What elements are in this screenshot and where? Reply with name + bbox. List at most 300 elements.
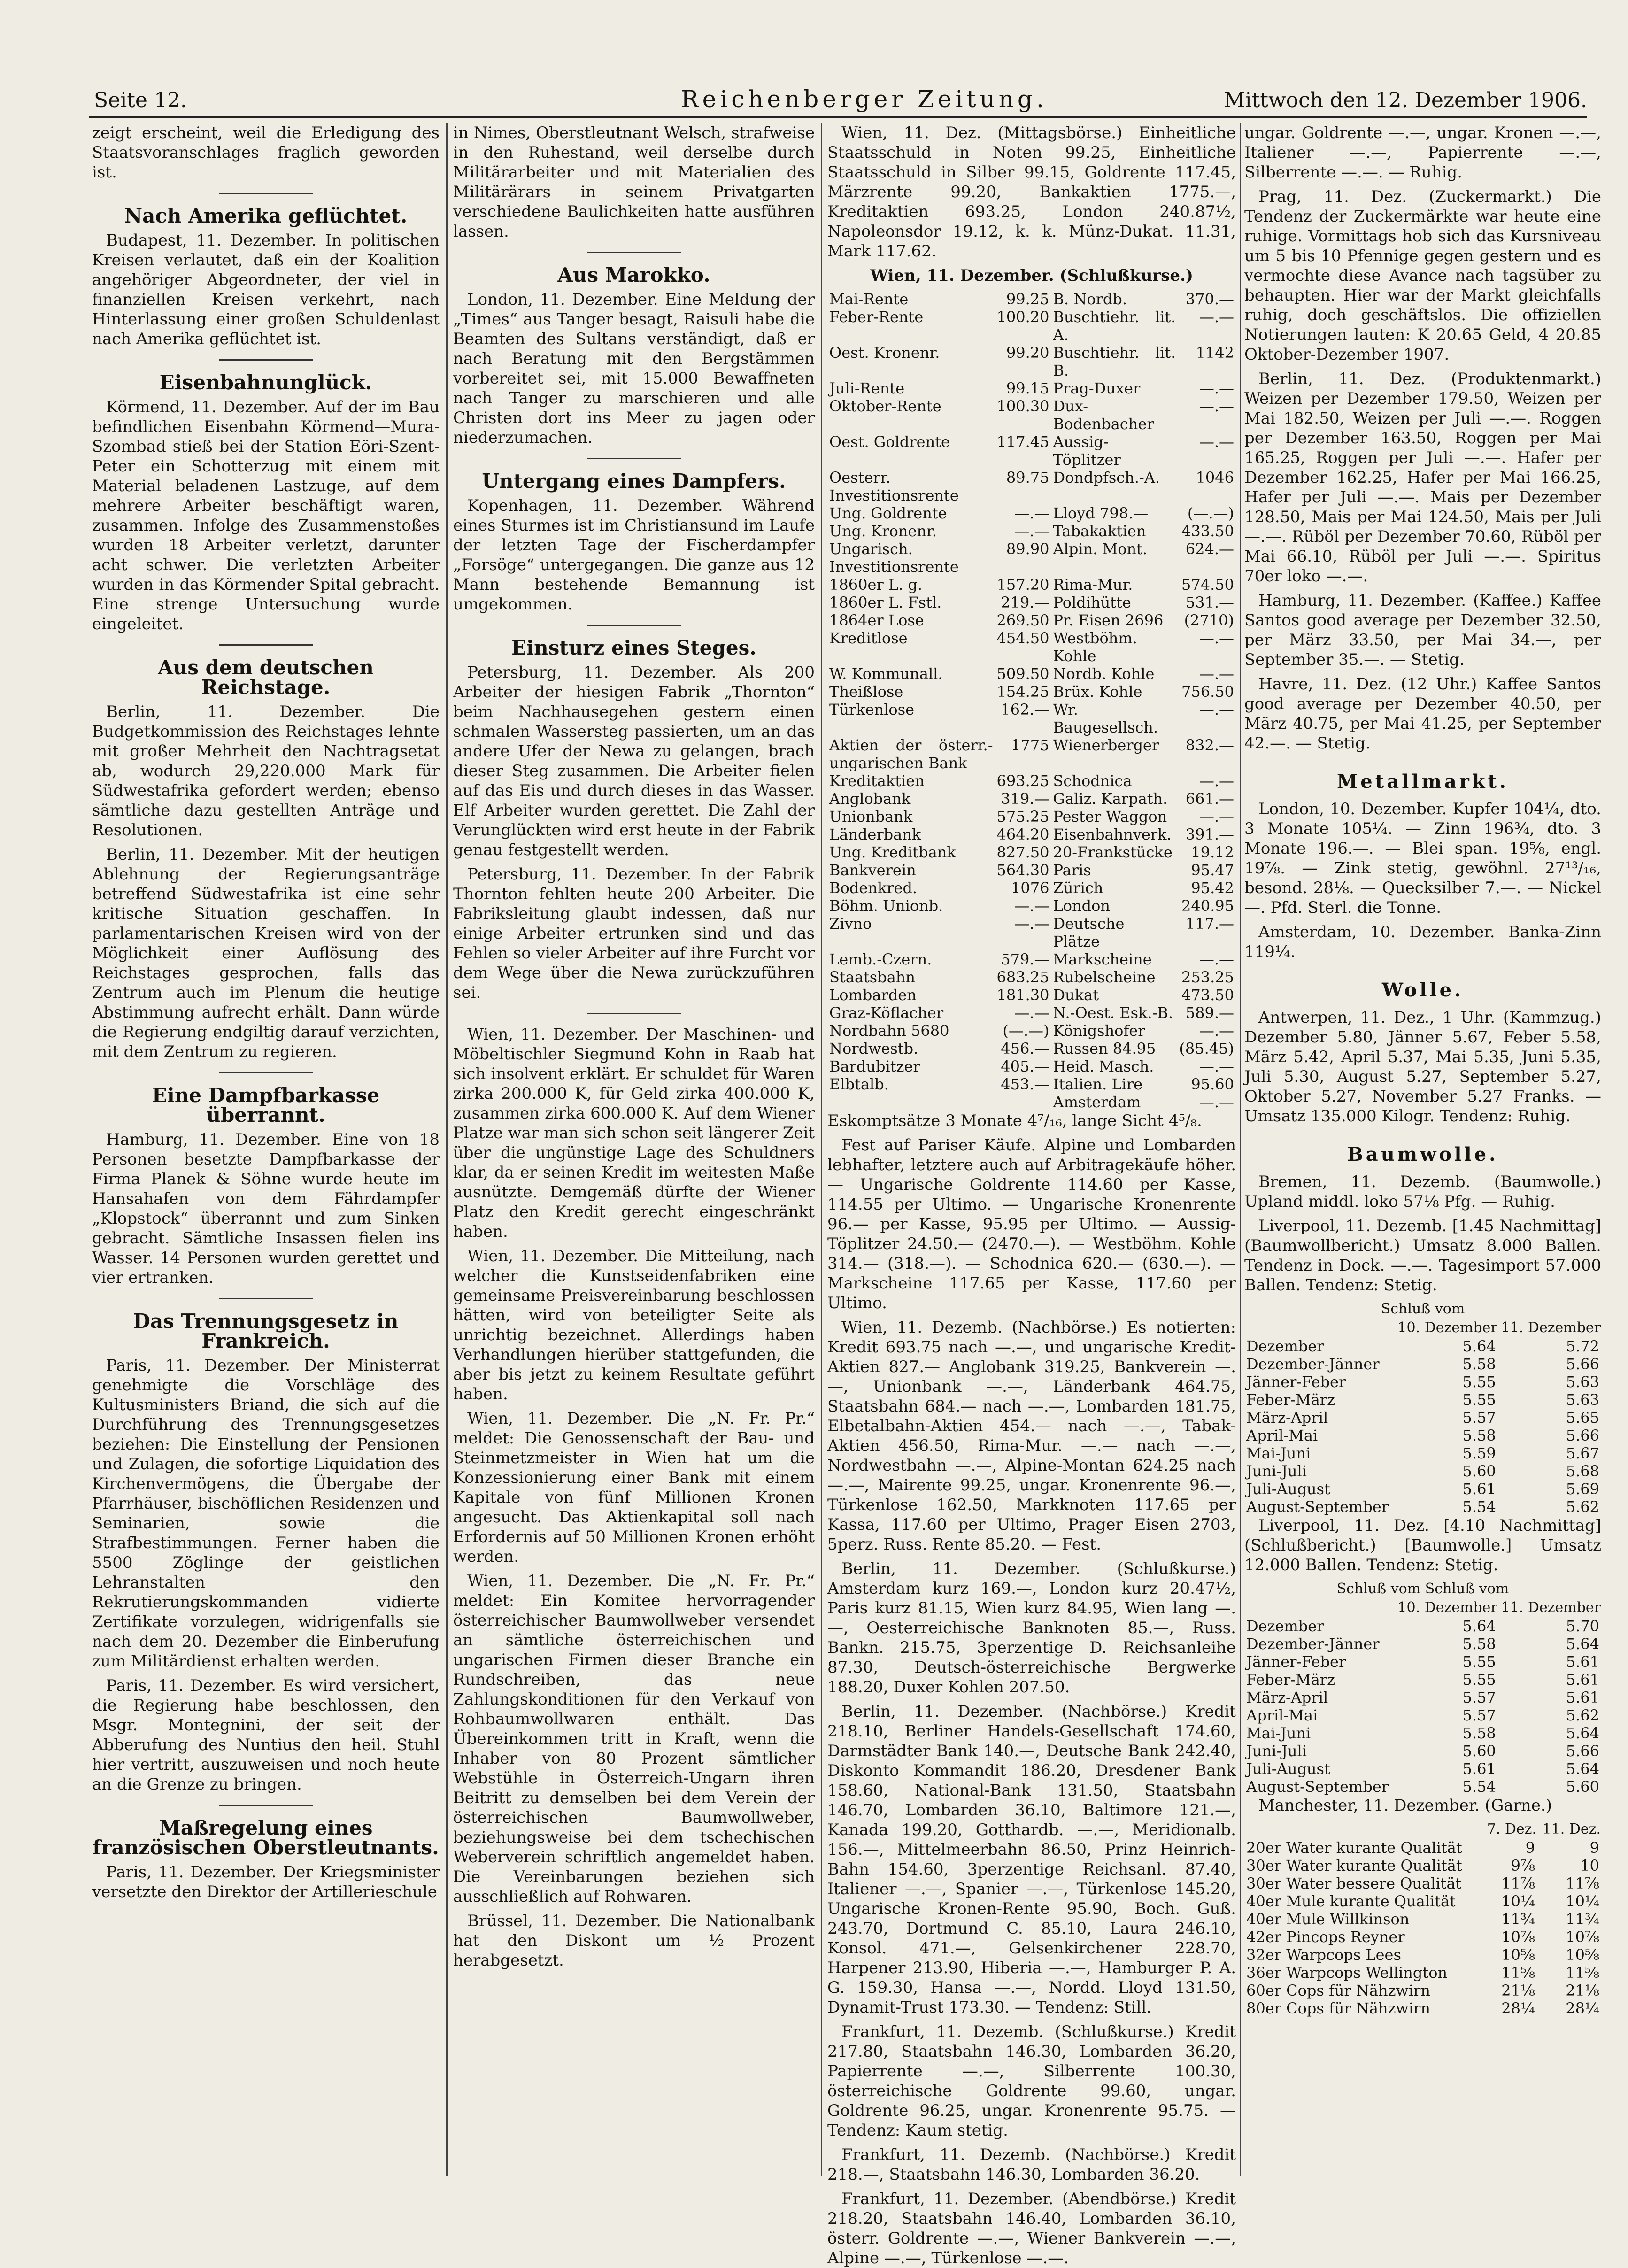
table-cell: —.— — [1014, 915, 1049, 933]
table-row — [1244, 1875, 1601, 1892]
column-2 — [453, 123, 815, 2171]
table-row — [827, 701, 1236, 736]
table-cell: Rima-Mur. — [1053, 576, 1133, 594]
table-cell: Heid. Masch. — [1053, 1057, 1154, 1075]
article-headline: Nach Amerika geflüchtet. — [124, 204, 408, 227]
table-cell: Dukat — [1053, 986, 1099, 1004]
table-cell: 9 — [1525, 1839, 1535, 1857]
table-cell: 5.58 — [1462, 1427, 1496, 1444]
article-text: Paris, 11. Dezember. Es wird versichert, die Regierung habe beschlossen, den Msgr. Montegnini, der seit der Abberufung des Nuntius den heil. Stuhl hier vertritt, auszuweisen und noch heute an die Grenze zu bringen. — [92, 1676, 440, 1794]
table-cell: Zürich — [1053, 879, 1103, 897]
table-row — [827, 379, 1236, 397]
table-row — [827, 1040, 1236, 1057]
table-cell: 5.58 — [1462, 1724, 1496, 1742]
table-cell: 100.30 — [996, 397, 1049, 415]
table-row — [1244, 1635, 1601, 1653]
table-row — [1244, 1653, 1601, 1671]
page-number: Seite 12. — [94, 88, 187, 112]
table-cell: Oest. Goldrente — [829, 433, 950, 451]
table-cell: 89.75 — [1006, 469, 1049, 486]
article-text: Wien, 11. Dezember. Der Maschinen- und Möbeltischler Siegmund Kohn in Raab hat sich insolvent erklärt. Er schuldet für Waren zirka 200.000 K, für Geld zirka 400.000 K, zusammen zirka 600.000 K. Auf dem Wiener Platze war man sich schon seit längerer Zeit über die ungünstige Lage des Schuldners klar, da er seinen Kredit im weitesten Maße ausnützte. Demgemäß dürfte der Wiener Platz den Kredit gerecht eingeschränkt haben. — [453, 1025, 815, 1241]
table-row — [827, 950, 1236, 968]
table-cell: Dezember — [1246, 1617, 1324, 1635]
table-row — [827, 736, 1236, 772]
table-row — [827, 397, 1236, 433]
market-report: Hamburg, 11. Dezember. (Kaffee.) Kaffee Santos good average per Dezember 32.50, per März 33.50, per Mai 34.—, per September 35.—. — Stetig. — [1244, 591, 1601, 669]
table-row — [827, 879, 1236, 897]
table-cell: Lombarden — [829, 986, 917, 1004]
table-cell: Nordwestb. — [829, 1040, 918, 1057]
table-cell: 11⅝ — [1501, 1964, 1535, 1982]
manchester-table — [1244, 1820, 1601, 2017]
column-4 — [1244, 123, 1601, 2171]
column-header: 10. Dezember — [1397, 1319, 1497, 1336]
table-cell: 5.66 — [1566, 1355, 1599, 1373]
table-row — [1244, 1760, 1601, 1778]
market-report: Frankfurt, 11. Dezemb. (Schlußkurse.) Kredit 217.80, Staatsbahn 146.30, Lombarden 36.20, Papierrente —.—, Silberrente 100.30, österreichische Goldrente 99.60, ungar. Goldrente 96.25, ungar. Kronenrente 95.75. — Tendenz: Kaum stetig. — [827, 2022, 1236, 2140]
table-cell: 5.64 — [1462, 1617, 1496, 1635]
table-cell: (2710) — [1184, 611, 1234, 629]
table-row — [827, 1075, 1236, 1093]
separator — [219, 359, 313, 361]
article-text: Petersburg, 11. Dezember. In der Fabrik Thornton fehlten heute 200 Arbeiter. Die Fabriksleitung glaubt indessen, daß nur einige Arbeiter ertrunken sind und das Fehlen so vieler Arbeiter auf ihre Furcht vor dem Wege über die Newa zurückzuführen sei. — [453, 865, 815, 1002]
table-cell: Bardubitzer — [829, 1057, 920, 1075]
table-cell: Wienerberger — [1053, 736, 1159, 754]
table-row — [827, 540, 1236, 576]
table-cell: 5.54 — [1462, 1778, 1496, 1796]
table-cell: 1076 — [1011, 879, 1049, 897]
article-text: Berlin, 11. Dezember. Mit der heutigen Ablehnung der Regierungsanträge betreffend Südwestafrika ist eine sehr kritische Situation geschaffen. In parlamentarischen Kreisen wird von der Möglichkeit einer Auflösung des Reichstages gesprochen, falls das Zentrum auch im Plenum die heutige Abstimmung aufrecht erhält. Dann würde die Regierung endgiltig darauf verzichten, mit dem Zentrum zu regieren. — [92, 845, 440, 1061]
table-cell: März-April — [1246, 1689, 1328, 1706]
liverpool-table-1 — [1244, 1300, 1601, 1516]
table-cell: 5.55 — [1462, 1373, 1496, 1391]
market-report: London, 10. Dezember. Kupfer 104¼, dto. 3 Monate 105¼. — Zinn 196¾, dto. 3 Monate 196.—. — Blei span. 19⅝, engl. 19⅞. — Zink stetig, gewöhnl. 27¹³/₁₆, besond. 28⅛. — Quecksilber 7.—. — Nickel —. Pfd. Sterl. die Tonne. — [1244, 800, 1601, 917]
column-rule — [446, 123, 448, 2176]
table-row — [827, 629, 1236, 665]
table-row — [1244, 1409, 1601, 1427]
article-text: Körmend, 11. Dezember. Auf der im Bau befindlichen Eisenbahn Körmend—Mura-Szombad stieß bei der Station Eöri-Szent-Peter ein Schotterzug mit einem mit Material beladenen Lastzuge, auf dem mehrere Arbeiter beschäftigt waren, zusammen. Infolge des Zusammenstoßes wurden 18 Arbeiter verletzt, darunter acht schwer. Die verletzten Arbeiter wurden in das Körmender Spital gebracht. Eine strenge Untersuchung wurde eingeleitet. — [92, 398, 440, 633]
article-headline: Einsturz eines Steges. — [511, 636, 756, 659]
table-cell: Kreditaktien — [829, 772, 925, 790]
table-cell: 1860er L. g. — [829, 576, 923, 594]
table-cell: Böhm. Unionb. — [829, 897, 943, 915]
table-cell: Dondpfsch.-A. — [1053, 469, 1160, 486]
market-report: Fest auf Pariser Käufe. Alpine und Lombarden lebhafter, letztere auch auf Arbitragekäufe höher. — Ungarische Goldrente 114.60 per Kasse, 114.55 per Ultimo. — Ungarische Kronenrente 96.— per Kasse, 95.95 per Ultimo. — Aussig-Töplitzer 24.50.— (2470.—). — Westböhm. Kohle 314.— (318.—). — Schodnica 620.— (630.—). — Markscheine 117.65 per Kasse, 117.60 per Ultimo. — [827, 1136, 1236, 1312]
table-cell: Pester Waggon — [1053, 808, 1167, 825]
table-cell: Aktien der österr.-ungarischen Bank — [829, 736, 993, 772]
table-cell: 575.25 — [996, 808, 1049, 825]
table-cell: 370.— — [1185, 290, 1234, 308]
separator — [219, 644, 313, 646]
table-cell: —.— — [1199, 308, 1234, 326]
table-cell: —.— — [1014, 522, 1049, 540]
table-cell: Amsterdam — [1053, 1093, 1141, 1111]
market-report: ungar. Goldrente —.—, ungar. Kronen —.—, Italiener —.—, Papierrente —.—, Silberrente —.—. — Ruhig. — [1244, 123, 1601, 182]
table-cell: 5.61 — [1462, 1760, 1496, 1778]
table-cell: 531.— — [1185, 594, 1234, 611]
article-text: Budapest, 11. Dezember. In politischen Kreisen verlautet, daß ein der Koalition angehöriger Abgeordneter, der viel in finanziellen Kreisen verkehrt, nach Hinterlassung einer großen Schuldenlast nach Amerika geflüchtet ist. — [92, 231, 440, 348]
table-cell: 11¾ — [1566, 1910, 1599, 1928]
table-cell: (—.—) — [1003, 1022, 1049, 1040]
market-report: Berlin, 11. Dezember. (Nachbörse.) Kredit 218.10, Berliner Handels-Gesellschaft 174.60, Darmstädter Bank 140.—, Deutsche Bank 242.40, Diskonto Kommandit 186.20, Dresdener Bank 158.60, National-Bank 131.50, Staatsbahn 146.70, Lombarden 36.10, Baltimore 121.—, Kanada 199.20, Gotthardb. —.—, Meridionalb. 156.—, Mittelmeerbahn 86.50, Prinz Heinrich-Bahn 154.60, 3perzentige Reichsanl. 87.40, Italiener —.—, Spanier —.—, Türkenlose 145.20, Ungarische Kronen-Rente 95.90, Boch. Guß. 243.70, Dortmund C. 85.10, Laura 246.10, Konsol. 471.—, Gelsenkirchener 228.70, Harpener 213.90, Hiberia —.—, Hamburger P. A. G. 159.30, Hansa —.—, Nordd. Lloyd 131.50, Dynamit-Trust 173.30. — Tendenz: Still. — [827, 1702, 1236, 2017]
table-row — [1244, 1857, 1601, 1875]
separator — [587, 458, 681, 459]
vienna-closing-table — [827, 290, 1236, 1111]
table-cell: 5.62 — [1566, 1498, 1599, 1516]
table-cell: 5.61 — [1566, 1671, 1599, 1689]
table-row — [1244, 1462, 1601, 1480]
column-header: 10. Dezember — [1397, 1599, 1497, 1616]
article-headline: Das Trennungsgesetz in Frankreich. — [133, 1310, 399, 1352]
table-row — [827, 915, 1236, 950]
table-cell: 219.— — [1001, 594, 1049, 611]
table-cell: 5.55 — [1462, 1653, 1496, 1671]
table-cell: 36er Warpcops Wellington — [1246, 1964, 1448, 1982]
table-cell: Zivno — [829, 915, 872, 933]
table-cell: Theißlose — [829, 683, 903, 701]
table-cell: 99.20 — [1006, 344, 1049, 362]
newspaper-title: Reichenberger Zeitung. — [681, 85, 1048, 113]
table-row — [827, 968, 1236, 986]
table-cell: —.— — [1199, 1022, 1234, 1040]
separator — [219, 1805, 313, 1806]
table-cell: 827.50 — [996, 843, 1049, 861]
table-cell: 154.25 — [996, 683, 1049, 701]
table-cell: 1860er L. Fstl. — [829, 594, 942, 611]
table-cell: 624.— — [1185, 540, 1234, 558]
table-cell: Königshofer — [1053, 1022, 1145, 1040]
market-report: Liverpool, 11. Dez. [4.10 Nachmittag] (Schlußbericht.) [Baumwolle.] Umsatz 12.000 Ballen. Tendenz: Stetig. — [1244, 1516, 1601, 1574]
table-cell: —.— — [1199, 808, 1234, 825]
table-row — [827, 1004, 1236, 1022]
table-cell: —.— — [1014, 504, 1049, 522]
table-cell: 40er Mule Willkinson — [1246, 1910, 1410, 1928]
market-report: Bremen, 11. Dezemb. (Baumwolle.) Upland middl. loko 57⅛ Pfg. — Ruhig. — [1244, 1173, 1601, 1211]
table-row — [827, 772, 1236, 790]
table-cell: 20-Frankstücke — [1053, 843, 1173, 861]
table-cell: Galiz. Karpath. — [1053, 790, 1168, 808]
table-cell: 5.63 — [1566, 1391, 1599, 1409]
issue-date: Mittwoch den 12. Dezember 1906. — [1224, 88, 1587, 112]
article-headline: Eisenbahnunglück. — [159, 371, 372, 394]
table-cell: —.— — [1199, 772, 1234, 790]
table-cell: Bodenkred. — [829, 879, 918, 897]
separator — [219, 1298, 313, 1299]
table-cell: 5.60 — [1462, 1742, 1496, 1760]
table-row — [827, 665, 1236, 683]
market-report: Liverpool, 11. Dezemb. [1.45 Nachmittag] (Baumwollbericht.) Umsatz 8.000 Ballen. Tendenz in Dock. —.—. Tagesimport 57.000 Ballen. Tendenz: Stetig. — [1244, 1217, 1601, 1295]
table-cell: 564.30 — [996, 861, 1049, 879]
table-cell: Elbtalb. — [829, 1075, 889, 1093]
table-cell: 5.58 — [1462, 1355, 1496, 1373]
table-cell: Dezember-Jänner — [1246, 1635, 1380, 1653]
market-report: Frankfurt, 11. Dezember. (Abendbörse.) Kredit 218.20, Staatsbahn 146.40, Lombarden 36.10, österr. Goldrente —.—, Wiener Bankverein —.—, Alpine —.—, Türkenlose —.—. — [827, 2190, 1236, 2268]
table-row — [827, 1057, 1236, 1075]
section-heading: Wolle. — [1381, 979, 1464, 1001]
table-cell: 5.64 — [1566, 1724, 1599, 1742]
table-cell: Juli-August — [1246, 1760, 1330, 1778]
table-cell: —.— — [1199, 950, 1234, 968]
table-cell: 157.20 — [996, 576, 1049, 594]
market-report: Havre, 11. Dez. (12 Uhr.) Kaffee Santos good average per Dezember 40.50, per März 40.75, per Mai 41.25, per September 42.—. — Stetig. — [1244, 675, 1601, 753]
table-cell: Dezember — [1246, 1337, 1324, 1355]
table-cell — [827, 1093, 995, 1111]
table-cell: 32er Warpcops Lees — [1246, 1946, 1401, 1964]
table-cell: 5.64 — [1566, 1760, 1599, 1778]
article-text: zeigt erscheint, weil die Erledigung des Staatsvoranschlages fraglich geworden ist. — [92, 123, 440, 182]
table-cell: 99.15 — [1006, 379, 1049, 397]
table-cell: 5.57 — [1462, 1689, 1496, 1706]
table-row — [1244, 1964, 1601, 1982]
table-cell: Buschtiehr. lit. A. — [1053, 308, 1176, 344]
table-cell: Schodnica — [1053, 772, 1132, 790]
separator — [219, 1072, 313, 1073]
table-cell: 453.— — [1001, 1075, 1049, 1093]
table-cell: 30er Water kurante Qualität — [1246, 1857, 1462, 1875]
table-cell: Brüx. Kohle — [1053, 683, 1142, 701]
table-cell: 579.— — [1001, 950, 1049, 968]
table-row — [1244, 1498, 1601, 1516]
table-row — [1244, 1689, 1601, 1706]
liverpool-table-2 — [1244, 1580, 1601, 1796]
table-cell: Mai-Juni — [1246, 1724, 1311, 1742]
article-text: Berlin, 11. Dezember. Die Budgetkommission des Reichstages lehnte mit großer Mehrheit den Nachtragsetat ab, wodurch 29,220.000 Mark für Südwestafrika gefordert werden; ebenso sämtliche dazu gestellten Anträge und Resolutionen. — [92, 702, 440, 840]
table-row — [1244, 1778, 1601, 1796]
table-cell: 80er Cops für Nähzwirn — [1246, 1999, 1430, 2017]
article-text: Brüssel, 11. Dezember. Die Nationalbank hat den Diskont um ½ Prozent herabgesetzt. — [453, 1912, 815, 1970]
table-cell: 10¼ — [1501, 1892, 1535, 1910]
table-cell: 5.60 — [1462, 1462, 1496, 1480]
table-cell: Juli-August — [1246, 1480, 1330, 1498]
table-cell: 9 — [1589, 1839, 1599, 1857]
table-cell: 10⅞ — [1566, 1928, 1599, 1946]
table-cell: Tabakaktien — [1053, 522, 1146, 540]
table-row — [827, 897, 1236, 915]
table-cell: 30er Water bessere Qualität — [1246, 1875, 1462, 1892]
table-cell: W. Kommunall. — [829, 665, 943, 683]
table-cell: Mai-Rente — [829, 290, 909, 308]
table-cell: 5.64 — [1566, 1635, 1599, 1653]
table-cell: 5.68 — [1566, 1462, 1599, 1480]
table-cell: Mai-Juni — [1246, 1444, 1311, 1462]
table-cell: 60er Cops für Nähzwirn — [1246, 1982, 1430, 1999]
table-cell: 19.12 — [1191, 843, 1234, 861]
table-cell: 319.— — [1001, 790, 1049, 808]
table-cell: Dux-Bodenbacher — [1053, 397, 1154, 433]
table-row — [1244, 1427, 1601, 1444]
table-cell: (—.—) — [1187, 504, 1234, 522]
table-cell: (85.45) — [1179, 1040, 1234, 1057]
table-row — [1244, 1671, 1601, 1689]
table-cell: 683.25 — [996, 968, 1049, 986]
table-cell: 40er Mule kurante Qualität — [1246, 1892, 1456, 1910]
table-cell: 11¾ — [1501, 1910, 1535, 1928]
table-row — [827, 683, 1236, 701]
table-cell: 5.61 — [1462, 1480, 1496, 1498]
table-cell: 1142 — [1196, 344, 1234, 362]
table-cell: Buschtiehr. lit. B. — [1053, 344, 1176, 379]
table-cell: 509.50 — [996, 665, 1049, 683]
table-cell: 464.20 — [996, 825, 1049, 843]
table-cell: 5.62 — [1566, 1706, 1599, 1724]
table-cell: 5.54 — [1462, 1498, 1496, 1516]
table-cell: Eisenbahnverk. — [1053, 825, 1172, 843]
table-cell: 5.63 — [1566, 1373, 1599, 1391]
table-row — [1244, 1724, 1601, 1742]
market-report: Wien, 11. Dezemb. (Nachbörse.) Es notierten: Kredit 693.75 nach —.—, und ungarische Kredit-Aktien 827.— Anglobank 319.25, Bankverein —.—, Unionbank —.—, Länderbank 464.75, Staatsbahn 684.— nach —.—, Lombarden 181.75, Elbetalbahn-Aktien 454.— nach —.—, Tabak-Aktien 456.50, Rima-Mur. —.— nach —.—, Nordwestbahn —.—, Alpine-Montan 624.25 nach —.—, Mairente 99.25, ungar. Kronenrente 96.—, Türkenlose 162.50, Markknoten 117.65 per Kassa, 117.60 per Ultimo, Prager Eisen 2703, 5perz. Russ. Rente 85.20. — Fest. — [827, 1318, 1236, 1554]
table-cell: 5.61 — [1566, 1689, 1599, 1706]
table-cell: August-September — [1246, 1778, 1389, 1796]
table-cell: 10⅝ — [1566, 1946, 1599, 1964]
table-cell: 99.25 — [1006, 290, 1049, 308]
table-row — [827, 808, 1236, 825]
table-row — [1244, 1910, 1601, 1928]
section-heading: Metallmarkt. — [1337, 771, 1509, 793]
table-cell: 181.30 — [996, 986, 1049, 1004]
table-row — [827, 1022, 1236, 1040]
table-cell: Unionbank — [829, 808, 913, 825]
table-cell: Pr. Eisen 2696 — [1053, 611, 1164, 629]
table-cell: Feber-März — [1246, 1391, 1335, 1409]
table-cell: 10¼ — [1566, 1892, 1599, 1910]
table-cell: 5.67 — [1566, 1444, 1599, 1462]
table-row — [1244, 1480, 1601, 1498]
article-text: Wien, 11. Dezember. Die „N. Fr. Pr.“ meldet: Die Genossenschaft der Bau- und Steinmetzmeister in Wien hat um die Konzessionierung einer Bank mit einem Kapitale von fünf Millionen Kronen angesucht. Das Aktienkapital soll nach Erfordernis auf 50 Millionen Kronen erhöht werden. — [453, 1409, 815, 1566]
table-cell: 11⅞ — [1501, 1875, 1535, 1892]
table-cell: 456.— — [1001, 1040, 1049, 1057]
table-row — [1244, 1946, 1601, 1964]
table-cell: 5.66 — [1566, 1427, 1599, 1444]
table-cell: —.— — [1199, 1093, 1234, 1111]
article-headline: Eine Dampfbarkasse überrannt. — [152, 1084, 380, 1126]
table-cell: 5.65 — [1566, 1409, 1599, 1427]
table-cell: Jänner-Feber — [1246, 1373, 1346, 1391]
table-cell: 269.50 — [996, 611, 1049, 629]
table-cell: 473.50 — [1181, 986, 1234, 1004]
table-row — [827, 308, 1236, 344]
table-cell: 433.50 — [1181, 522, 1234, 540]
table-cell: Oest. Kronenr. — [829, 344, 940, 362]
table-cell: Dezember-Jänner — [1246, 1355, 1380, 1373]
table-cell: 11⅞ — [1566, 1875, 1599, 1892]
table-row — [1244, 1617, 1601, 1635]
table-row — [1244, 1892, 1601, 1910]
table-cell: 5.55 — [1462, 1671, 1496, 1689]
table-cell: 42er Pincops Reyner — [1246, 1928, 1405, 1946]
table-row — [827, 433, 1236, 469]
table-cell: April-Mai — [1246, 1427, 1318, 1444]
table-cell: Ung. Goldrente — [829, 504, 947, 522]
table-row — [827, 861, 1236, 879]
table-cell: 5.58 — [1462, 1635, 1496, 1653]
table-row — [1244, 1742, 1601, 1760]
separator — [219, 193, 313, 194]
article-text: in Nimes, Oberstleutnant Welsch, strafweise in den Ruhestand, weil derselbe durch Militärarbeiter und mit Materialien des Militärärars in seinem Privatgarten verschiedene Baulichkeiten hatte ausführen lassen. — [453, 123, 815, 241]
table-cell: Nordbahn 5680 — [829, 1022, 949, 1040]
table-cell: Oesterr. Investitionsrente — [829, 469, 959, 504]
separator — [587, 625, 681, 626]
table-cell: 693.25 — [996, 772, 1049, 790]
table-row — [827, 986, 1236, 1004]
table-cell: Türkenlose — [829, 701, 915, 718]
table-cell: —.— — [1199, 665, 1234, 683]
table-cell: 5.66 — [1566, 1742, 1599, 1760]
table-row — [827, 843, 1236, 861]
table-cell: 405.— — [1001, 1057, 1049, 1075]
table-row — [827, 825, 1236, 843]
table-row — [1244, 1706, 1601, 1724]
market-report: Manchester, 11. Dezember. (Garne.) — [1258, 1796, 1552, 1815]
table-row — [827, 344, 1236, 379]
table-cell: 5.64 — [1462, 1337, 1496, 1355]
column-header: 11. Dezember — [1501, 1599, 1601, 1616]
column-3 — [827, 123, 1236, 2268]
table-cell: 756.50 — [1181, 683, 1234, 701]
article-text: Paris, 11. Dezember. Der Ministerrat genehmigte die Vorschläge des Kultusministers Briand, die sich auf die Durchführung des Trennungsgesetzes beziehen: Die Einstellung der Pensionen und Zulagen, die sofortige Liquidation des Kirchenvermögens, die Übergabe der Pfarrhäuser, bischöflichen Residenzen und Seminarien, sowie die Strafbestimmungen. Ferner haben die 5500 Zöglinge der geistlichen Lehranstalten den Rekrutierungskommanden vidierte Zertifikate vorzulegen, widrigenfalls sie nach dem 20. Dezember die Einberufung zum Militärdienst erhalten werden. — [92, 1356, 440, 1671]
table-cell: —.— — [1199, 379, 1234, 397]
market-report: Wien, 11. Dez. (Mittagsbörse.) Einheitliche Staatsschuld in Noten 99.25, Einheitliche Staatsschuld in Silber 99.15, Goldrente 117.45, Märzrente 99.20, Bankaktien 1775.—, Kreditaktien 693.25, London 240.87½, Napoleonsdor 19.12, k. k. Münz-Dukat. 11.31, Mark 117.62. — [827, 123, 1236, 261]
table-cell: 95.42 — [1191, 879, 1234, 897]
table-cell: —.— — [1199, 629, 1234, 647]
table-cell: Lemb.-Czern. — [829, 950, 932, 968]
table-row — [827, 504, 1236, 522]
market-report: Prag, 11. Dez. (Zuckermarkt.) Die Tendenz der Zuckermärkte war heute eine ruhige. Vormittags hob sich das Kursniveau um 5 bis 10 Pfennige gegen gestern und es vermochte diese Avance nach tagsüber zu behaupten. Hier war der Markt gleichfalls ruhig, doch geschäftslos. Die offiziellen Notierungen lauten: K 20.65 Geld, 4 20.85 Oktober-Dezember 1907. — [1244, 187, 1601, 364]
table-cell: Markscheine — [1053, 950, 1152, 968]
table-cell: Aussig-Töplitzer — [1053, 433, 1121, 469]
page-header — [89, 84, 1587, 118]
table-cell: 5.70 — [1566, 1617, 1599, 1635]
table-row — [1244, 1391, 1601, 1409]
market-report: Amsterdam, 10. Dezember. Banka-Zinn 119¼. — [1244, 923, 1601, 961]
market-report: Eskomptsätze 3 Monate 4⁷/₁₆, lange Sicht 4⁵/₈. — [827, 1111, 1202, 1130]
table-cell: —.— — [1199, 701, 1234, 718]
table-cell — [995, 1093, 1051, 1111]
table-cell: 5.57 — [1462, 1706, 1496, 1724]
article-headline: Maßregelung eines französischen Oberstleutnants. — [93, 1816, 439, 1859]
table-cell: Länderbank — [829, 825, 921, 843]
table-cell: Juni-Juli — [1246, 1742, 1307, 1760]
article-text: Wien, 11. Dezember. Die Mitteilung, nach welcher die Kunstseidenfabriken eine gemeinsame Preisvereinbarung beschlossen hätten, wird von beteiligter Seite als unrichtig bezeichnet. Allerdings haben Verhandlungen hierüber stattgefunden, die aber bis jetzt zu keinem Resultate geführt haben. — [453, 1247, 815, 1404]
table-cell: Juli-Rente — [829, 379, 905, 397]
table-cell: 95.60 — [1191, 1075, 1234, 1093]
table-cell: Bankverein — [829, 861, 916, 879]
table-cell: B. Nordb. — [1053, 290, 1127, 308]
table-row — [827, 594, 1236, 611]
market-report: Berlin, 11. Dez. (Produktenmarkt.) Weizen per Dezember 179.50, Weizen per Mai 182.50, Weizen per Juli —.—. Roggen per Dezember 163.50, Roggen per Mai 165.25, Roggen per Juli —.—. Hafer per Dezember 162.25, Hafer per Mai 166.25, Hafer per Juli —.—. Mais per Dezember 128.50, Mais per Mai 124.50, Mais per Juli —.—. Rüböl per Dezember 70.60, Rüböl per Mai 66.10, Rüböl per Juli —.—. Spiritus 70er loko —.—. — [1244, 370, 1601, 586]
table-cell: März-April — [1246, 1409, 1328, 1427]
table-cell: 5.72 — [1566, 1337, 1599, 1355]
market-report-heading: Wien, 11. Dezember. (Schlußkurse.) — [870, 266, 1193, 285]
article-text: Paris, 11. Dezember. Der Kriegsminister versetzte den Direktor der Artillerieschule — [92, 1863, 440, 1901]
article-headline: Untergang eines Dampfers. — [482, 470, 786, 493]
table-cell: 10⅝ — [1501, 1946, 1535, 1964]
table-cell: 5.55 — [1462, 1391, 1496, 1409]
column-header: 11. Dez. — [1542, 1821, 1601, 1837]
article-text: Wien, 11. Dezember. Die „N. Fr. Pr.“ meldet: Ein Komitee hervorragender österreichischer Baumwollweber versendet an sämtliche österreichischen und ungarischen Firmen dieser Branche ein Rundschreiben, das neue Zahlungskonditionen für den Verkauf von Rohbaumwollwaren enthält. Das Übereinkommen tritt in Kraft, wenn die Inhaber von 80 Prozent sämtlicher Webstühle in Österreich-Ungarn ihren Beitritt zu demselben bei dem Verein der österreichischen Baumwollweber, beziehungsweise bei dem tschechischen Weberverein schriftlich angemeldet haben. Die Vereinbarungen beziehen sich ausschließlich auf Rohwaren. — [453, 1572, 815, 1906]
table-cell: —.— — [1199, 1057, 1234, 1075]
table-cell: Wr. Baugesellsch. — [1053, 701, 1158, 736]
table-cell: 117.45 — [996, 433, 1049, 451]
table-row — [827, 576, 1236, 594]
table-cell: 10 — [1580, 1857, 1599, 1875]
article-headline: Aus Marokko. — [557, 263, 710, 286]
table-cell: 117.— — [1185, 915, 1234, 933]
table-cell: 589.— — [1185, 1004, 1234, 1022]
table-cell: 1775 — [1011, 736, 1049, 754]
table-cell: 9⅞ — [1511, 1857, 1535, 1875]
table-cell: 162.— — [1001, 701, 1049, 718]
table-cell: Jänner-Feber — [1246, 1653, 1346, 1671]
